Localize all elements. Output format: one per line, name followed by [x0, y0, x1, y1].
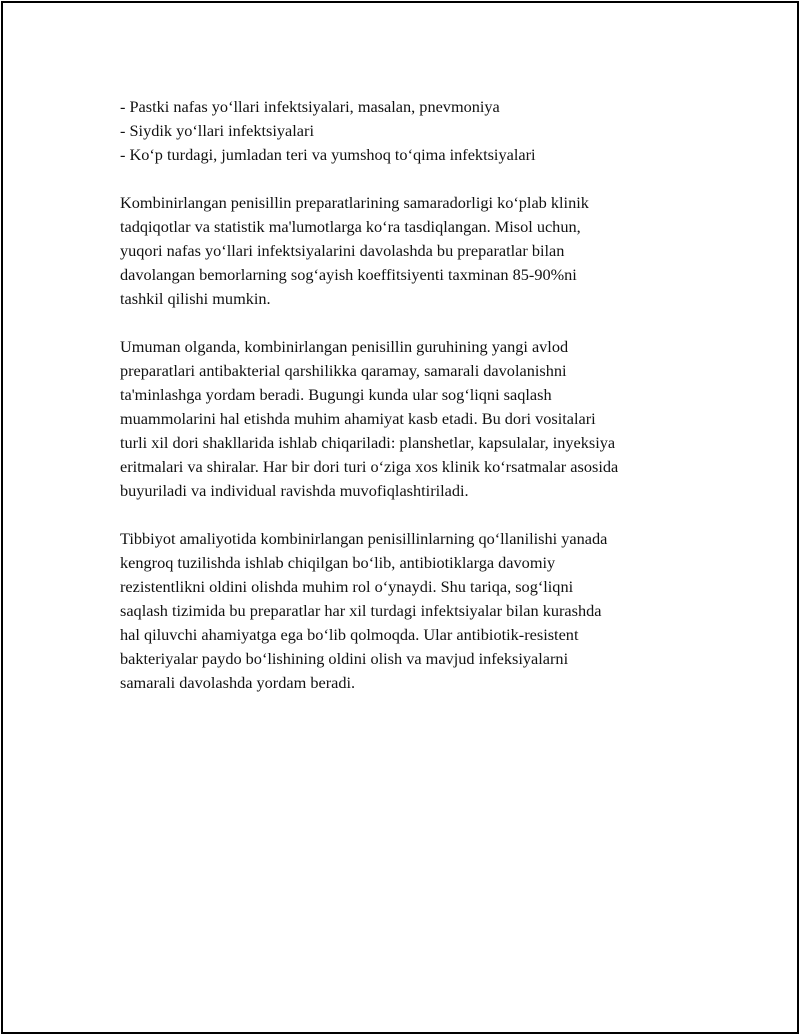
paragraph-clinical-practice: Tibbiyot amaliyotida kombinirlangan penisillinlarning qo‘llanilishi yanada kengroq tuzilishda ishlab chiqilgan bo‘lib, antibiotiklarga davomiy rezistentlikni oldini olishda muhim rol o‘ynaydi. Shu tariqa, sog‘liqni saqlash tizimida bu preparatlar har xil turdagi infektsiyalar bilan kurashda hal qiluvchi ahamiyatga ega bo‘lib qolmoqda. Ular antibiotik-resistent bakteriyalar paydo bo‘lishining oldini olish va mavjud infeksiyalarni samarali davolashda yordam beradi. [120, 529, 608, 692]
list-item: - Pastki nafas yo‘llari infektsiyalari, masalan, pnevmoniya [120, 97, 500, 116]
list-item: - Siydik yo‘llari infektsiyalari [120, 121, 314, 140]
list-item: - Ko‘p turdagi, jumladan teri va yumshoq to‘qima infektsiyalari [120, 145, 536, 164]
document-page [1, 1, 799, 1034]
infection-list [120, 95, 700, 167]
paragraph-efficacy: Kombinirlangan penisillin preparatlarining samaradorligi ko‘plab klinik tadqiqotlar va statistik ma'lumotlarga ko‘ra tasdiqlangan. Misol uchun, yuqori nafas yo‘llari infektsiyalarini davolashda bu preparatlar bilan davolangan bemorlarning sog‘ayish koeffitsiyenti taxminan 85-90%ni tashkil qilishi mumkin. [120, 193, 589, 308]
document-body [120, 95, 700, 695]
paragraph-summary: Umuman olganda, kombinirlangan penisillin guruhining yangi avlod preparatlari antibakterial qarshilikka qaramay, samarali davolanishni ta'minlashga yordam beradi. Bugungi kunda ular sog‘liqni saqlash muammolarini hal etishda muhim ahamiyat kasb etadi. Bu dori vositalari turli xil dori shakllarida ishlab chiqariladi: planshetlar, kapsulalar, inyeksiya eritmalari va shiralar. Har bir dori turi o‘ziga xos klinik ko‘rsatmalar asosida buyuriladi va individual ravishda muvofiqlashtiriladi. [120, 337, 619, 500]
